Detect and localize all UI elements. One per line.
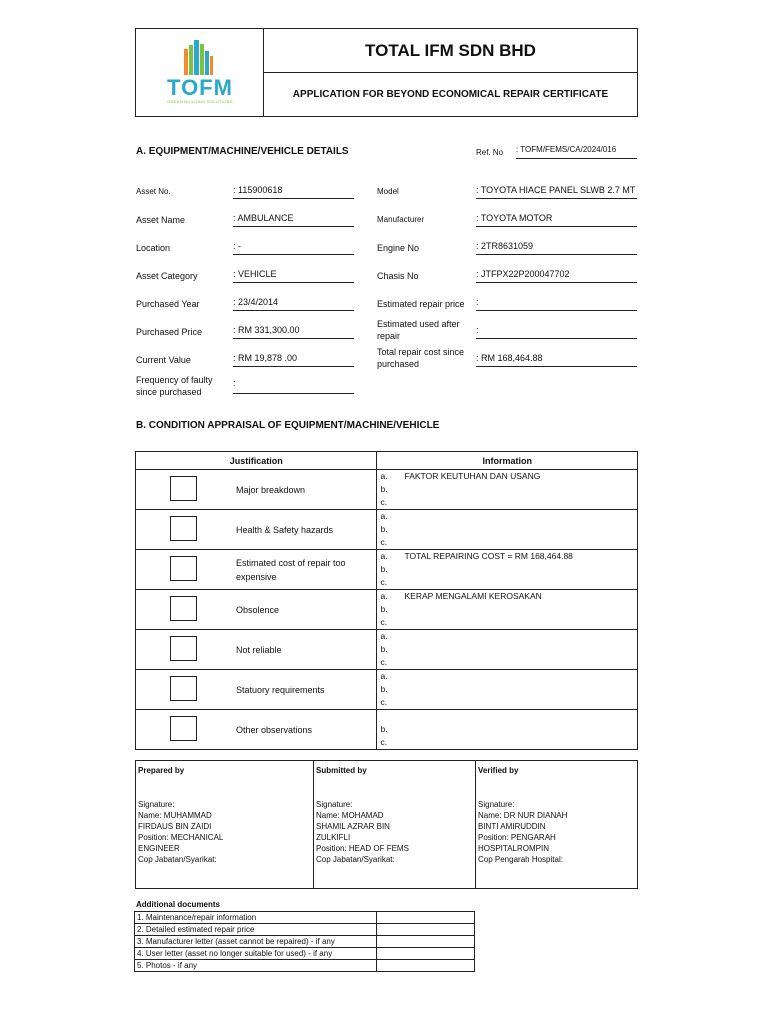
asset-field-label: Chasis No bbox=[377, 271, 419, 281]
justification-label: Other observations bbox=[236, 724, 313, 735]
information-line bbox=[377, 683, 637, 696]
additional-document-item: 2. Detailed estimated repair price bbox=[135, 924, 377, 936]
information-line-letter: a. bbox=[380, 511, 388, 521]
information-line-letter: b. bbox=[380, 684, 388, 694]
justification-label: Not reliable bbox=[236, 644, 282, 655]
information-line-letter: b. bbox=[380, 564, 388, 574]
information-line-letter: b. bbox=[380, 724, 388, 734]
information-line-letter: a. bbox=[380, 671, 388, 681]
information-line bbox=[377, 523, 637, 536]
submitted-by-column bbox=[314, 761, 476, 888]
signature-line: Name: DR NUR DIANAH bbox=[478, 811, 568, 820]
signature-line: Signature: bbox=[478, 800, 515, 809]
information-line-letter: c. bbox=[380, 497, 388, 507]
asset-field-label: Total repair cost since purchased bbox=[377, 347, 465, 369]
additional-document-check[interactable] bbox=[377, 960, 475, 972]
additional-document-item: 1. Maintenance/repair information bbox=[135, 912, 377, 924]
asset-field-value: : AMBULANCE bbox=[233, 211, 354, 227]
condition-appraisal-table bbox=[135, 451, 638, 750]
justification-cell bbox=[136, 670, 377, 710]
justification-label: Health & Safety hazards bbox=[236, 524, 334, 535]
justification-cell bbox=[136, 550, 377, 590]
information-line bbox=[377, 550, 637, 563]
information-line bbox=[377, 656, 637, 669]
justification-checkbox[interactable] bbox=[170, 716, 197, 741]
appraisal-row bbox=[136, 630, 638, 670]
justification-checkbox[interactable] bbox=[170, 596, 197, 621]
signature-line: Position: HEAD OF FEMS bbox=[316, 844, 409, 853]
verified-by-column bbox=[476, 761, 637, 888]
signature-line: Name: MOHAMAD bbox=[316, 811, 384, 820]
asset-field-value: : 2TR8631059 bbox=[476, 239, 637, 255]
additional-document-row bbox=[135, 936, 475, 948]
asset-field-label: Location bbox=[136, 243, 171, 253]
information-line-letter: b. bbox=[380, 604, 388, 614]
signature-heading: Prepared by bbox=[138, 766, 185, 775]
ref-label: Ref. No bbox=[476, 148, 504, 157]
signature-block bbox=[135, 760, 638, 889]
signature-line: HOSPITALROMPIN bbox=[478, 844, 549, 853]
section-a-title: A. EQUIPMENT/MACHINE/VEHICLE DETAILS bbox=[136, 146, 349, 157]
information-cell bbox=[377, 470, 638, 510]
signature-heading: Verified by bbox=[478, 766, 519, 775]
information-line bbox=[377, 563, 637, 576]
justification-cell bbox=[136, 590, 377, 630]
information-cell bbox=[377, 550, 638, 590]
justification-label: Obsolence bbox=[236, 604, 280, 615]
information-line-letter: c. bbox=[380, 697, 388, 707]
justification-label: Statuory requirements bbox=[236, 684, 325, 695]
appraisal-row bbox=[136, 510, 638, 550]
information-line-letter: b. bbox=[380, 484, 388, 494]
justification-checkbox[interactable] bbox=[170, 676, 197, 701]
information-line bbox=[377, 483, 637, 496]
information-line-letter: c. bbox=[380, 577, 388, 587]
signature-line: SHAMIL AZRAR BIN bbox=[316, 822, 390, 831]
additional-document-item: 4. User letter (asset no longer suitable for used) - if any bbox=[135, 948, 377, 960]
justification-header: Justification bbox=[136, 452, 377, 470]
information-header: Information bbox=[377, 452, 638, 470]
information-line bbox=[377, 576, 637, 589]
additional-document-item: 5. Photos - if any bbox=[135, 960, 377, 972]
asset-field-label: Purchased Price bbox=[136, 327, 203, 337]
appraisal-row bbox=[136, 550, 638, 590]
information-line-letter: a. bbox=[380, 631, 388, 641]
asset-field-value: : TOYOTA HIACE PANEL SLWB 2.7 MT bbox=[476, 183, 637, 199]
additional-document-check[interactable] bbox=[377, 924, 475, 936]
information-line-letter: a. bbox=[380, 471, 388, 481]
asset-field-label: Asset Name bbox=[136, 215, 186, 225]
ref-value: : TOFM/FEMS/CA/2024/016 bbox=[516, 143, 637, 159]
document-title: APPLICATION FOR BEYOND ECONOMICAL REPAIR CERTIFICATE bbox=[292, 89, 609, 100]
justification-checkbox[interactable] bbox=[170, 516, 197, 541]
information-line-letter: c. bbox=[380, 617, 388, 627]
information-cell bbox=[377, 590, 638, 630]
asset-field-label: Current Value bbox=[136, 355, 191, 365]
information-line bbox=[377, 710, 637, 723]
asset-field-label: Engine No bbox=[377, 243, 420, 253]
asset-field-value: : bbox=[233, 376, 354, 394]
asset-field-value: : 115900618 bbox=[233, 183, 354, 199]
justification-label: Major breakdown bbox=[236, 484, 306, 495]
information-line-letter: a. bbox=[380, 591, 388, 601]
information-line-text: KERAP MENGALAMI KEROSAKAN bbox=[404, 591, 542, 601]
appraisal-row bbox=[136, 670, 638, 710]
justification-checkbox[interactable] bbox=[170, 476, 197, 501]
appraisal-row bbox=[136, 710, 638, 750]
additional-document-row bbox=[135, 912, 475, 924]
signature-line: Signature: bbox=[316, 800, 353, 809]
asset-field-label: Manufacturer bbox=[377, 215, 425, 224]
appraisal-row bbox=[136, 590, 638, 630]
signature-line: ENGINEER bbox=[138, 844, 180, 853]
asset-field-value: : JTFPX22P200047702 bbox=[476, 267, 637, 283]
appraisal-row bbox=[136, 470, 638, 510]
signature-line: Signature: bbox=[138, 800, 175, 809]
information-line-letter: c. bbox=[380, 657, 388, 667]
signature-line: FIRDAUS BIN ZAIDI bbox=[138, 822, 212, 831]
information-line bbox=[377, 736, 637, 749]
justification-cell bbox=[136, 510, 377, 550]
justification-checkbox[interactable] bbox=[170, 636, 197, 661]
signature-line: Cop Pengarah Hospital: bbox=[478, 855, 563, 864]
justification-cell bbox=[136, 470, 377, 510]
asset-field-value: : RM 331,300.00 bbox=[233, 323, 354, 339]
additional-document-check[interactable] bbox=[377, 912, 475, 924]
information-line-letter bbox=[380, 710, 404, 723]
signature-line: BINTI AMIRUDDIN bbox=[478, 822, 546, 831]
information-line bbox=[377, 590, 637, 603]
information-line-text: TOTAL REPAIRING COST = RM 168,464.88 bbox=[404, 551, 573, 561]
information-line bbox=[377, 643, 637, 656]
asset-field-label: Asset Category bbox=[136, 271, 198, 281]
company-name: TOTAL IFM SDN BHD bbox=[264, 29, 637, 73]
information-cell bbox=[377, 630, 638, 670]
information-line bbox=[377, 603, 637, 616]
asset-field-value: : bbox=[476, 323, 637, 339]
prepared-by-column bbox=[136, 761, 314, 888]
justification-cell bbox=[136, 710, 377, 750]
additional-document-check[interactable] bbox=[377, 948, 475, 960]
asset-field-label: Model bbox=[377, 187, 399, 196]
information-cell bbox=[377, 710, 638, 750]
asset-field-value: : RM 168,464.88 bbox=[476, 351, 637, 367]
information-line-letter: c. bbox=[380, 737, 388, 747]
asset-field-value: : TOYOTA MOTOR bbox=[476, 211, 637, 227]
asset-field-value: : bbox=[476, 295, 637, 311]
information-line bbox=[377, 496, 637, 509]
justification-label: Estimated cost of repair too expensive bbox=[236, 557, 346, 582]
signature-line: Position: PENGARAH bbox=[478, 833, 556, 842]
additional-document-row bbox=[135, 924, 475, 936]
information-cell bbox=[377, 670, 638, 710]
logo-tagline: GREEN BUILDING SOLUTIONS bbox=[167, 99, 233, 104]
additional-document-item: 3. Manufacturer letter (asset cannot be repaired) - if any bbox=[135, 936, 377, 948]
signature-line: Name: MUHAMMAD bbox=[138, 811, 212, 820]
information-line-text: FAKTOR KEUTUHAN DAN USANG bbox=[404, 471, 541, 481]
additional-document-check[interactable] bbox=[377, 936, 475, 948]
justification-checkbox[interactable] bbox=[170, 556, 197, 581]
document-header bbox=[135, 28, 638, 117]
information-line bbox=[377, 630, 637, 643]
signature-heading: Submitted by bbox=[316, 766, 367, 775]
information-line-letter: b. bbox=[380, 644, 388, 654]
information-line bbox=[377, 670, 637, 683]
asset-field-label: Frequency of faulty since purchased bbox=[136, 375, 213, 397]
asset-field-value: : RM 19,878 .00 bbox=[233, 351, 354, 367]
additional-document-row bbox=[135, 960, 475, 972]
signature-line: ZULKIFLI bbox=[316, 833, 351, 842]
section-b-title: B. CONDITION APPRAISAL OF EQUIPMENT/MACHINE/VEHICLE bbox=[136, 420, 440, 431]
additional-documents-table bbox=[134, 911, 475, 972]
justification-cell bbox=[136, 630, 377, 670]
signature-line: Cop Jabatan/Syarikat: bbox=[316, 855, 395, 864]
asset-field-label: Estimated repair price bbox=[377, 299, 465, 309]
logo-cell bbox=[136, 29, 264, 116]
asset-field-value: : VEHICLE bbox=[233, 267, 354, 283]
information-line bbox=[377, 470, 637, 483]
information-line bbox=[377, 696, 637, 709]
signature-line: Position: MECHANICAL bbox=[138, 833, 224, 842]
logo-text: TOFM bbox=[167, 75, 233, 100]
information-line bbox=[377, 536, 637, 549]
information-line-letter: c. bbox=[380, 537, 388, 547]
information-cell bbox=[377, 510, 638, 550]
asset-field-value: : - bbox=[233, 239, 354, 255]
information-line bbox=[377, 510, 637, 523]
information-line-letter: a. bbox=[380, 551, 388, 561]
signature-line: Cop Jabatan/Syarikat: bbox=[138, 855, 217, 864]
asset-field-label: Asset No. bbox=[136, 187, 171, 196]
information-line bbox=[377, 723, 637, 736]
additional-document-row bbox=[135, 948, 475, 960]
additional-documents-title: Additional documents bbox=[136, 900, 220, 909]
information-line-letter: b. bbox=[380, 524, 388, 534]
information-line bbox=[377, 616, 637, 629]
asset-field-label: Estimated used after repair bbox=[377, 319, 460, 341]
asset-field-value: : 23/4/2014 bbox=[233, 295, 354, 311]
asset-field-label: Purchased Year bbox=[136, 299, 200, 309]
